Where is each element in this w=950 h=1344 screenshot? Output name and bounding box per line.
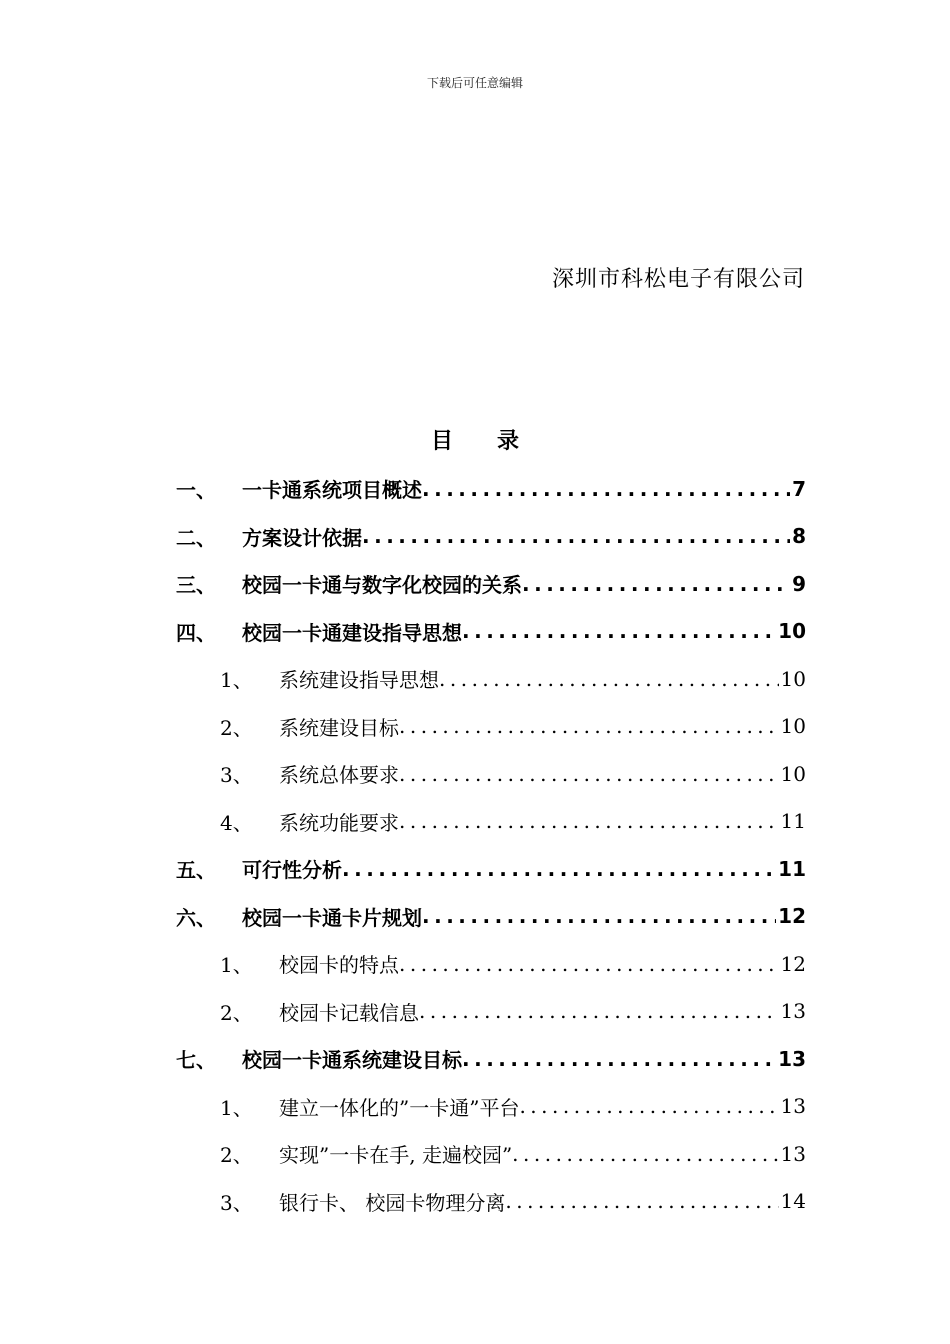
toc-entry-title: 校园一卡通卡片规划 [242, 905, 422, 930]
toc-dot-leader [419, 999, 779, 1023]
toc-entry[interactable] [176, 893, 806, 941]
toc-title-char-2: 录 [497, 429, 520, 454]
toc-entry-page: 12 [778, 904, 806, 929]
toc-entry-number: 一、 [176, 478, 216, 503]
toc-entry-number: 3、 [220, 1190, 253, 1215]
toc-entry-title: 系统建设指导思想 [279, 668, 439, 693]
toc-dot-leader [422, 477, 790, 501]
toc-dot-leader [362, 524, 790, 548]
toc-dot-leader [422, 904, 776, 928]
toc-entry-number: 五、 [176, 858, 216, 883]
toc-entry-page: 14 [780, 1189, 806, 1214]
toc-dot-leader [399, 762, 779, 786]
toc-entry-title: 校园一卡通系统建设目标 [242, 1048, 462, 1073]
toc-dot-leader [462, 1047, 776, 1071]
toc-dot-leader [519, 1094, 778, 1118]
toc-entry-number: 2、 [220, 1143, 253, 1168]
toc-dot-leader [462, 619, 776, 643]
toc-entry-page: 7 [792, 476, 806, 501]
toc-entry-page: 13 [778, 1046, 806, 1071]
table-of-contents [176, 465, 806, 1225]
toc-entry-number: 二、 [176, 525, 216, 550]
toc-entry[interactable] [176, 608, 806, 656]
toc-entry-page: 13 [780, 999, 806, 1024]
toc-entry[interactable] [176, 798, 806, 846]
toc-dot-leader [512, 1142, 778, 1166]
toc-entry-number: 四、 [176, 620, 216, 645]
toc-entry-number: 1、 [220, 953, 253, 978]
toc-entry-number: 1、 [220, 1095, 253, 1120]
toc-entry[interactable] [176, 845, 806, 893]
toc-entry-page: 12 [780, 951, 806, 976]
toc-dot-leader [439, 667, 779, 691]
toc-dot-leader [342, 857, 776, 881]
toc-entry-page: 10 [780, 761, 806, 786]
toc-entry[interactable] [176, 560, 806, 608]
header-note: 下载后可任意编辑 [426, 76, 523, 90]
toc-entry[interactable] [176, 1178, 806, 1226]
toc-entry[interactable] [176, 750, 806, 798]
toc-entry-number: 2、 [220, 1000, 253, 1025]
toc-entry[interactable] [176, 1083, 806, 1131]
toc-entry-page: 10 [780, 714, 806, 739]
toc-entry-number: 3、 [220, 763, 253, 788]
toc-entry-page: 10 [780, 666, 806, 691]
toc-dot-leader [399, 809, 779, 833]
toc-entry-title: 校园卡记载信息 [279, 1000, 419, 1025]
toc-entry[interactable] [176, 513, 806, 561]
toc-entry-title: 校园卡的特点 [279, 953, 399, 978]
toc-entry-title: 一卡通系统项目概述 [242, 478, 422, 503]
toc-entry[interactable] [176, 1130, 806, 1178]
company-name: 深圳市科松电子有限公司 [551, 267, 805, 292]
toc-entry[interactable] [176, 655, 806, 703]
toc-dot-leader [522, 572, 790, 596]
toc-entry-number: 三、 [176, 573, 216, 598]
toc-entry[interactable] [176, 940, 806, 988]
toc-entry-title: 系统功能要求 [279, 810, 399, 835]
toc-entry[interactable] [176, 703, 806, 751]
toc-entry-title: 系统建设目标 [279, 715, 399, 740]
toc-title-char-1: 目 [430, 429, 453, 454]
toc-entry-number: 七、 [176, 1048, 216, 1073]
toc-entry-page: 9 [792, 571, 806, 596]
toc-entry-page: 13 [780, 1094, 806, 1119]
toc-entry-page: 11 [778, 856, 806, 881]
toc-entry-title: 银行卡、 校园卡物理分离 [279, 1190, 506, 1215]
toc-entry-page: 8 [792, 524, 806, 549]
toc-entry-title: 建立一体化的”一卡通”平台 [279, 1095, 520, 1120]
toc-entry-number: 六、 [176, 905, 216, 930]
toc-entry-title: 校园一卡通建设指导思想 [242, 620, 462, 645]
toc-entry-number: 2、 [220, 715, 253, 740]
toc-dot-leader [399, 714, 779, 738]
toc-entry-page: 13 [780, 1141, 806, 1166]
toc-entry-title: 系统总体要求 [279, 763, 399, 788]
toc-title [0, 424, 950, 455]
toc-entry-number: 4、 [220, 810, 253, 835]
toc-entry-title: 可行性分析 [242, 858, 342, 883]
toc-dot-leader [505, 1189, 778, 1213]
toc-entry[interactable] [176, 1035, 806, 1083]
toc-dot-leader [399, 952, 779, 976]
toc-entry[interactable] [176, 465, 806, 513]
toc-entry-page: 10 [778, 619, 806, 644]
toc-entry-title: 校园一卡通与数字化校园的关系 [242, 573, 522, 598]
toc-entry-number: 1、 [220, 668, 253, 693]
toc-entry-title: 方案设计依据 [242, 525, 362, 550]
toc-entry-title: 实现”一卡在手, 走遍校园” [279, 1143, 513, 1168]
toc-entry[interactable] [176, 988, 806, 1036]
toc-entry-page: 11 [780, 809, 806, 834]
